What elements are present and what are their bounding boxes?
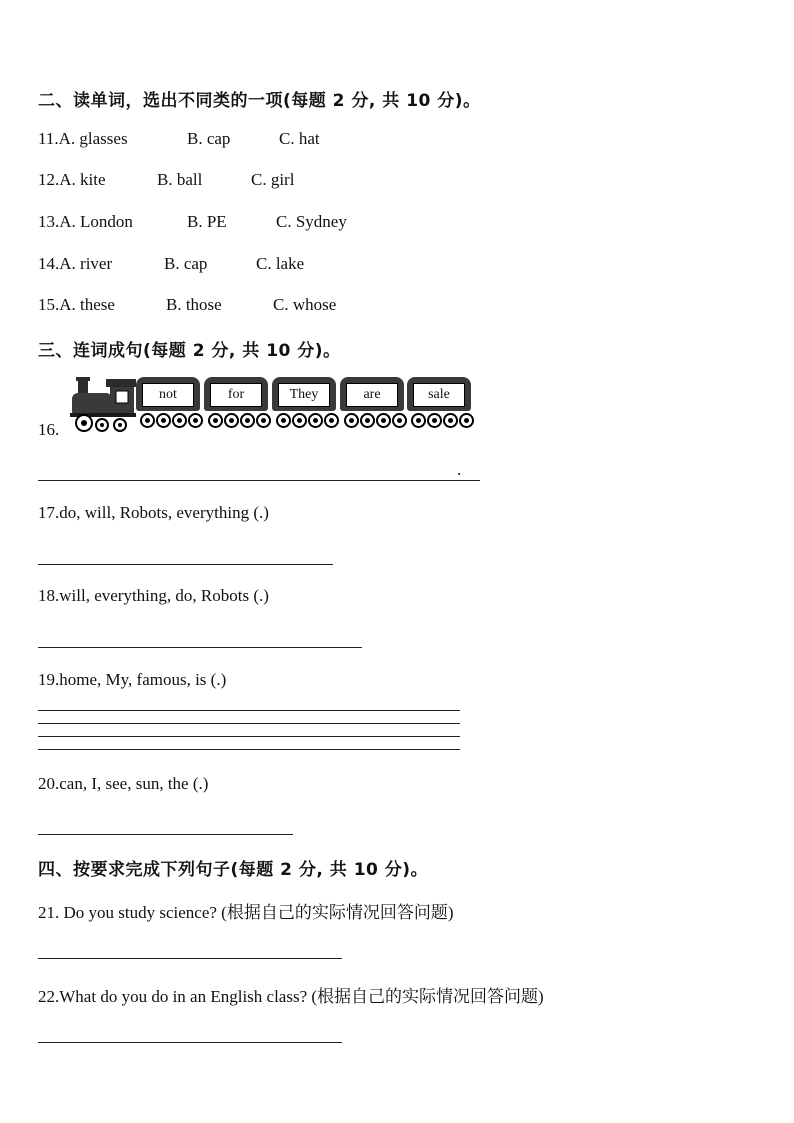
question-13	[38, 212, 133, 232]
answer-line-19a[interactable]	[38, 710, 460, 711]
option-a: A. London	[59, 212, 133, 231]
question-18: 18.will, everything, do, Robots (.)	[38, 586, 269, 605]
question-16-number: 16.	[38, 420, 60, 439]
train-car-4	[340, 377, 404, 427]
end-period: .	[457, 460, 462, 479]
answer-line-19b[interactable]	[38, 723, 460, 724]
option-c: C. Sydney	[276, 212, 347, 231]
section-2-heading: 二、读单词，选出不同类的一项(每题 2 分, 共 10 分)。	[38, 91, 481, 111]
question-22: 22.What do you do in an English class? (根据自己的实际情况回答问题)	[38, 987, 544, 1006]
answer-line-19d[interactable]	[38, 749, 460, 750]
section-4-heading: 四、按要求完成下列句子(每题 2 分, 共 10 分)。	[38, 860, 429, 880]
option-c: C. hat	[279, 129, 320, 148]
word-card: are	[346, 383, 398, 407]
word-card: not	[142, 383, 194, 407]
question-number: 13.	[38, 212, 60, 231]
answer-line-20[interactable]	[38, 834, 293, 835]
option-b: B. those	[166, 295, 222, 314]
train-car-5	[407, 377, 471, 427]
question-number: 12.	[38, 170, 60, 189]
question-number: 15.	[38, 295, 60, 314]
question-number: 14.	[38, 254, 60, 273]
word-card: for	[210, 383, 262, 407]
question-20: 20.can, I, see, sun, the (.)	[38, 774, 209, 793]
train-car-2	[204, 377, 268, 427]
option-c: C. girl	[251, 170, 295, 189]
answer-line-17[interactable]	[38, 564, 333, 565]
answer-line-16[interactable]	[38, 480, 480, 481]
option-b: B. PE	[187, 212, 227, 231]
train-car-3	[272, 377, 336, 427]
answer-line-22[interactable]	[38, 1042, 342, 1043]
option-b: B. ball	[157, 170, 203, 189]
question-15	[38, 295, 115, 315]
option-a: A. kite	[59, 170, 106, 189]
question-21: 21. Do you study science? (根据自己的实际情况回答问题)	[38, 903, 454, 922]
answer-line-18[interactable]	[38, 647, 362, 648]
question-12	[38, 170, 106, 190]
option-b: B. cap	[164, 254, 208, 273]
train-engine-icon	[70, 377, 136, 435]
question-number: 11.	[38, 129, 59, 148]
word-card: They	[278, 383, 330, 407]
option-c: C. lake	[256, 254, 305, 273]
section-3-heading: 三、连词成句(每题 2 分, 共 10 分)。	[38, 341, 341, 361]
question-19: 19.home, My, famous, is (.)	[38, 670, 227, 689]
option-a: A. glasses	[58, 129, 128, 148]
answer-line-19c[interactable]	[38, 736, 460, 737]
option-b: B. cap	[187, 129, 231, 148]
train-car-1	[136, 377, 200, 427]
option-a: A. river	[59, 254, 113, 273]
option-c: C. whose	[273, 295, 337, 314]
word-card: sale	[413, 383, 465, 407]
question-17: 17.do, will, Robots, everything (.)	[38, 503, 269, 522]
option-a: A. these	[59, 295, 115, 314]
question-14	[38, 254, 112, 274]
answer-line-21[interactable]	[38, 958, 342, 959]
question-11	[38, 129, 128, 149]
